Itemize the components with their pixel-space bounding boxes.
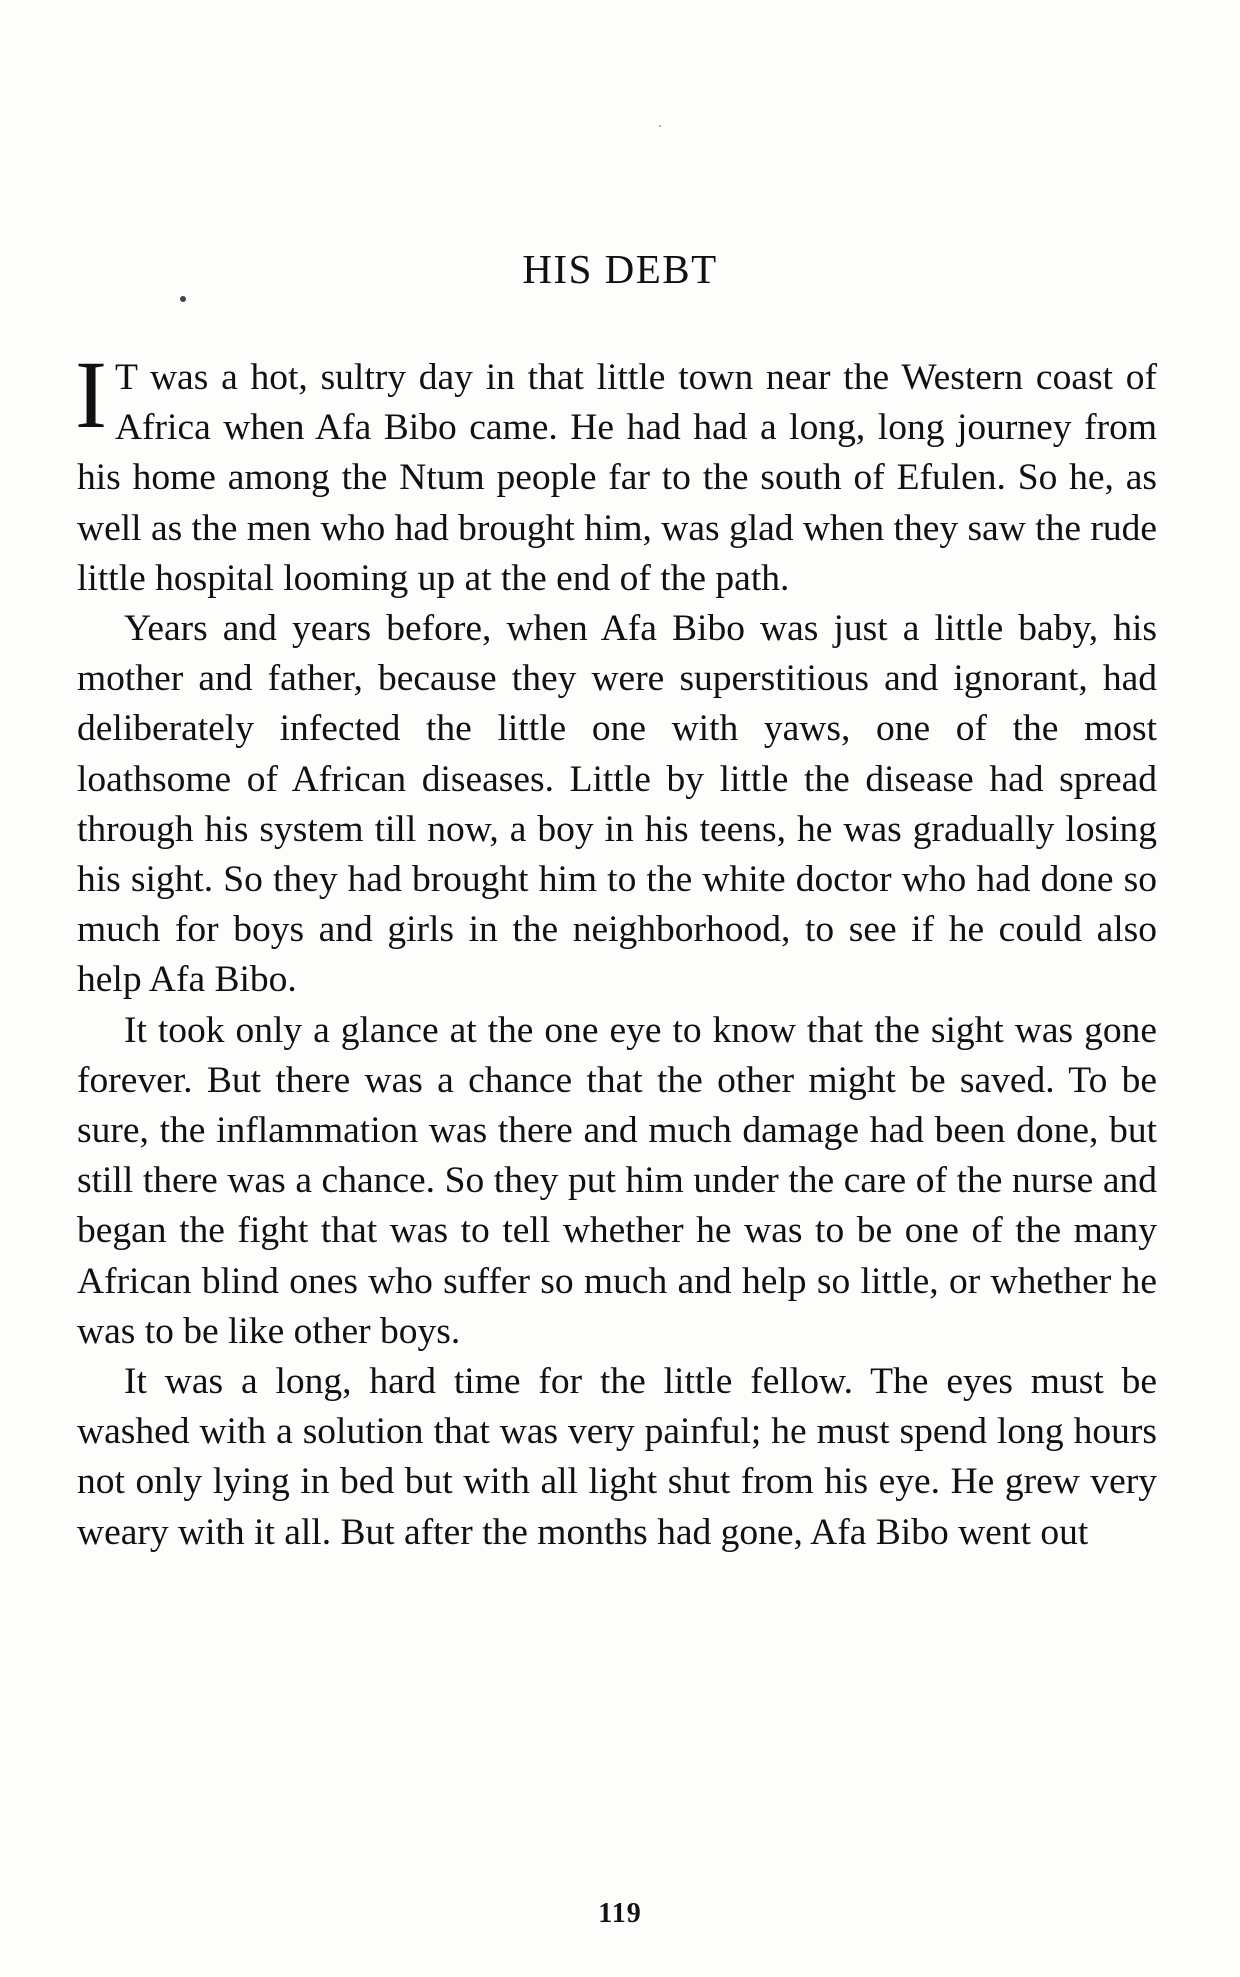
drop-cap: I: [75, 341, 107, 448]
paragraph: It was a long, hard time for the little fellow. The eyes must be washed with a solution that was very painful; he must spend long hours not only lying in bed but with all light shut from his eye. He grew very weary with it all. But after the months had gone, Afa Bibo went out: [77, 1361, 1157, 1553]
paragraph: It took only a glance at the one eye to know that the sight was gone forever. But there was a chance that the other might be saved. To be sure, the inflammation was there and much damage had been done, but still there was a chance. So they put him under the care of the nurse and began the fight that was to tell whether he was to be one of the many African blind ones who suffer so much and help so little, or whether he was to be like other boys.: [77, 1009, 1157, 1352]
paragraph: Years and years before, when Afa Bibo was just a little baby, his mother and father, because they were superstitious and ignorant, had deliberately infected the little one with yaws, one of the most loathsome of African diseases. Little by little the disease had spread through his system till now, a boy in his teens, he was gradually losing his sight. So they had brought him to the white doctor who had done so much for boys and girls in the neighborhood, to see if he could also help Afa Bibo.: [77, 608, 1157, 1001]
chapter-title: HIS DEBT: [522, 246, 718, 292]
page-number: 119: [598, 1898, 642, 1929]
ink-speck: [659, 125, 661, 127]
paragraph-text: T was a hot, sultry day in that little town near the Western coast of Africa when Afa Bibo came. He had had a long, long journey from his home among the Ntum people far to the south of Efulen. So he, as well as the men who had brought him, was glad when they saw the rude little hospital looming up at the end of the path.: [77, 357, 1157, 599]
body-text: [75, 341, 1157, 1558]
paragraph: [75, 341, 1157, 604]
ink-speck: [180, 296, 186, 302]
